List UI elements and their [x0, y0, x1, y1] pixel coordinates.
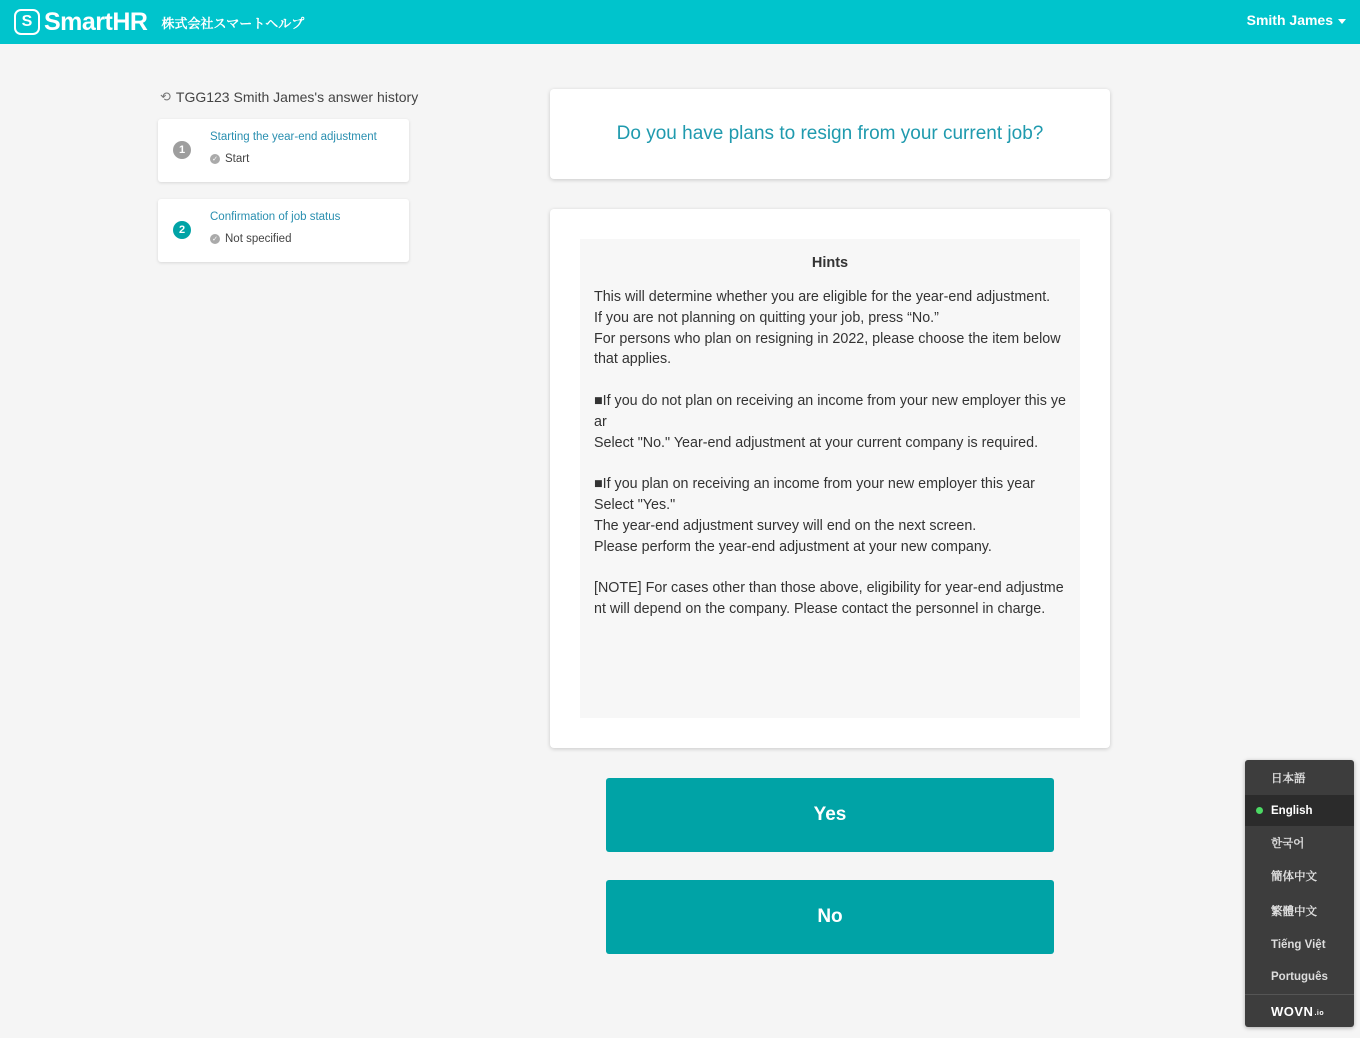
history-step-1[interactable]	[158, 119, 409, 182]
hints-box	[580, 239, 1080, 718]
language-option-korean[interactable]: 한국어	[1271, 837, 1305, 850]
selected-dot-icon	[1256, 807, 1263, 814]
history-title-text: TGG123 Smith James's answer history	[175, 89, 419, 105]
no-button[interactable]: No	[606, 880, 1054, 954]
step-status	[210, 153, 249, 165]
step-label-link[interactable]: Starting the year-end adjustment	[210, 131, 377, 143]
step-status-text: Start	[225, 153, 250, 165]
hint-line: [NOTE] For cases other than those above, eligibility for year-end adjustment will depend on the company. Please contact the personnel in charge.	[594, 580, 1064, 617]
check-circle-icon: ✓	[210, 154, 220, 164]
step-label-link[interactable]: Confirmation of job status	[210, 211, 341, 223]
hint-line: The year-end adjustment survey will end on the next screen.	[594, 517, 977, 534]
company-name: 株式会社スマートヘルプ	[161, 15, 305, 31]
wovn-brand-suffix: .io	[1314, 1009, 1325, 1017]
caret-down-icon	[1338, 19, 1346, 24]
hint-spacer	[594, 557, 1066, 578]
hint-line: Select "Yes."	[594, 496, 676, 513]
hint-line: ■If you do not plan on receiving an income from your new employer this year	[594, 392, 1066, 430]
hint-line: ■If you plan on receiving an income from your new employer this year	[594, 476, 1035, 493]
smarthr-logo-icon: S	[14, 9, 40, 35]
smarthr-logo[interactable]	[14, 8, 147, 37]
language-switcher	[1245, 760, 1354, 1027]
language-option-english[interactable]	[1245, 795, 1354, 826]
hints-title: Hints	[811, 255, 849, 271]
step-number-badge: 2	[173, 221, 191, 239]
logo-text: SmartHR	[44, 7, 148, 36]
answer-history-title	[160, 89, 418, 105]
wovn-brand: WOVN	[1271, 1003, 1314, 1019]
hint-line: If you are not planning on quitting your job, press “No.”	[594, 309, 939, 326]
hints-card	[550, 209, 1110, 748]
language-option-japanese[interactable]: 日本語	[1271, 772, 1306, 785]
step-number-badge: 1	[173, 141, 191, 159]
language-label: English	[1271, 804, 1313, 817]
check-circle-icon: ✓	[210, 234, 220, 244]
hint-line: Please perform the year-end adjustment at your new company.	[594, 538, 992, 555]
top-navigation-bar	[0, 0, 1360, 44]
hint-spacer	[594, 370, 1066, 391]
step-status-text: Not specified	[225, 233, 292, 245]
language-option-simplified-chinese[interactable]: 簡体中文	[1271, 870, 1317, 883]
user-menu-dropdown[interactable]	[1247, 12, 1346, 28]
language-option-portuguese[interactable]: Português	[1271, 970, 1328, 983]
history-icon: ⟲	[160, 89, 171, 104]
language-option-vietnamese[interactable]: Tiếng Việt	[1271, 938, 1326, 951]
question-text: Do you have plans to resign from your current job?	[616, 123, 1044, 144]
language-option-traditional-chinese[interactable]: 繁體中文	[1271, 905, 1317, 918]
hint-line: This will determine whether you are eligible for the year-end adjustment.	[594, 289, 1051, 305]
hint-line: For persons who plan on resigning in 2022, please choose the item below that applies.	[594, 330, 1061, 368]
hint-line: Select "No." Year-end adjustment at your current company is required.	[594, 434, 1039, 451]
wovn-logo[interactable]	[1245, 994, 1354, 1027]
hint-spacer	[594, 453, 1066, 474]
user-name: Smith James	[1246, 12, 1333, 28]
step-status	[210, 233, 291, 245]
yes-button[interactable]: Yes	[606, 778, 1054, 852]
history-step-2[interactable]	[158, 199, 409, 262]
question-card	[550, 89, 1110, 179]
